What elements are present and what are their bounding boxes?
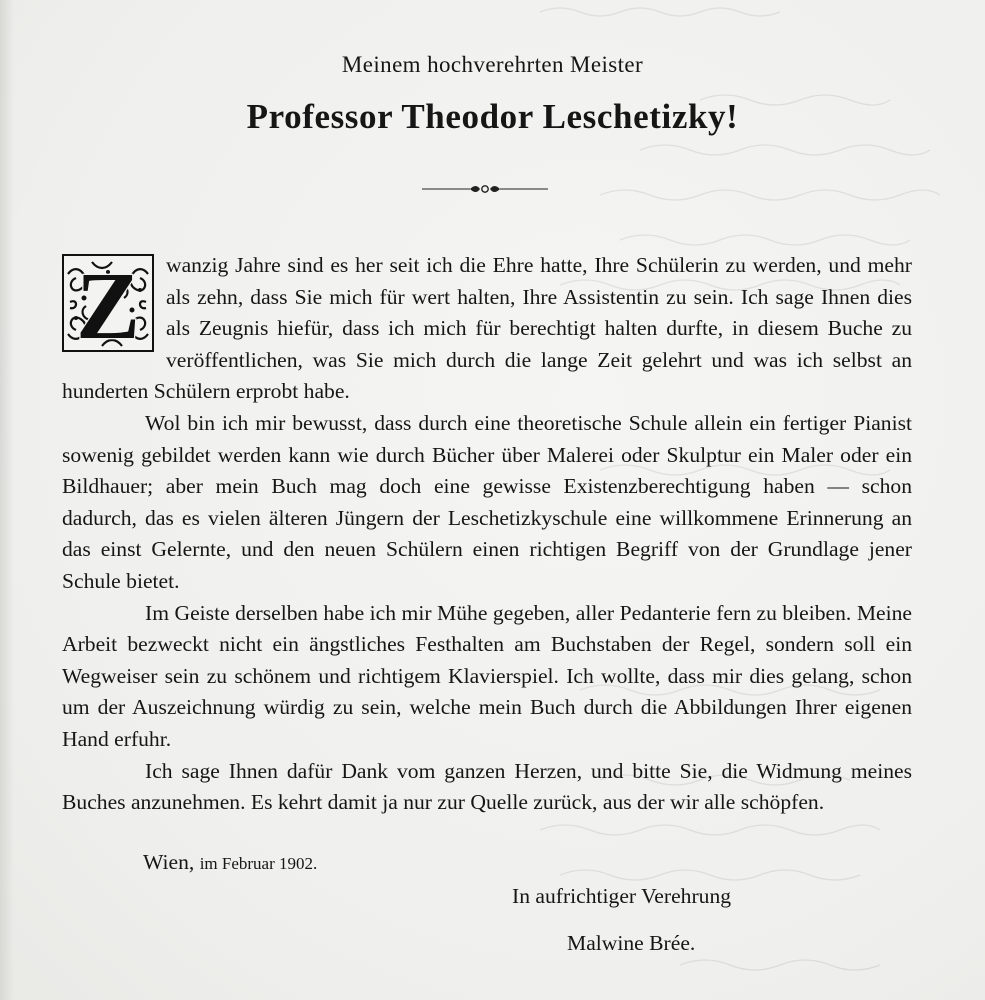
flourish-ornament-icon [422, 180, 548, 198]
closing-phrase: In aufrichtiger Verehrung [512, 884, 732, 908]
spine-shadow [0, 0, 14, 1000]
paragraph-4: Ich sage Ihnen dafür Dank vom ganzen Herzen, und bitte Sie, die Widmung meines Buches anzunehmen. Es kehrt damit ja nur zur Quelle zurück, aus der wir alle schöpfen. [62, 758, 912, 815]
paragraph-3: Im Geiste derselben habe ich mir Mühe gegeben, aller Pedanterie fern zu bleiben. Meine Arbeit bezweckt nicht ein ängstliches Festhalten am Buchstaben der Regel, sondern soll ein Wegweiser sein zu schönem und richtigem Klavierspiel. Ich wollte, dass mir dies gelang, schon um der Auszeichnung würdig zu sein, welche mein Buch durch die Abbildungen Ihrer eigenen Hand erfuhr. [62, 600, 912, 751]
signature: Malwine Brée. [567, 931, 696, 955]
paragraph-1-text: wanzig Jahre sind es her seit ich die Ehre hatte, Ihre Schülerin zu werden, und mehr als zehn, dass Sie mich für wert halten, Ihre Assistentin zu sein. Ich sage Ihnen dies als Zeugnis hiefür, dass ich mich für berechtigt halten durfte, in diesem Buche zu veröffentlichen, was Sie mich durch die lange Zeit gelehrt und was ich selbst an hunderten Schülern erprobt habe. [62, 253, 912, 404]
ornamental-initial-z-icon [62, 254, 154, 352]
paragraph-1 [62, 250, 912, 408]
svg-text:Z: Z [75, 254, 141, 352]
paragraph-2: Wol bin ich mir bewusst, dass durch eine theoretische Schule allein ein fertiger Pianist sowenig gebildet werden kann wie durch Bücher über Malerei oder Skulptur ein Maler oder ein Bildhauer; aber mein Buch mag doch eine gewisse Existenzberechtigung haben — schon dadurch, das es vielen älteren Jüngern der Leschetizkyschule eine willkommene Erinnerung an das einst Gelernte, und den neuen Schülern einen richtigen Begriff von der Grundlage jener Schule bietet. [62, 410, 912, 593]
page-title: Professor Theodor Leschetizky! [246, 97, 739, 136]
place: Wien, [143, 850, 195, 874]
dedication-line: Meinem hochverehrten Meister [341, 52, 644, 77]
letter-body [62, 250, 912, 819]
place-date [143, 850, 317, 875]
date: im Februar 1902. [199, 854, 318, 873]
